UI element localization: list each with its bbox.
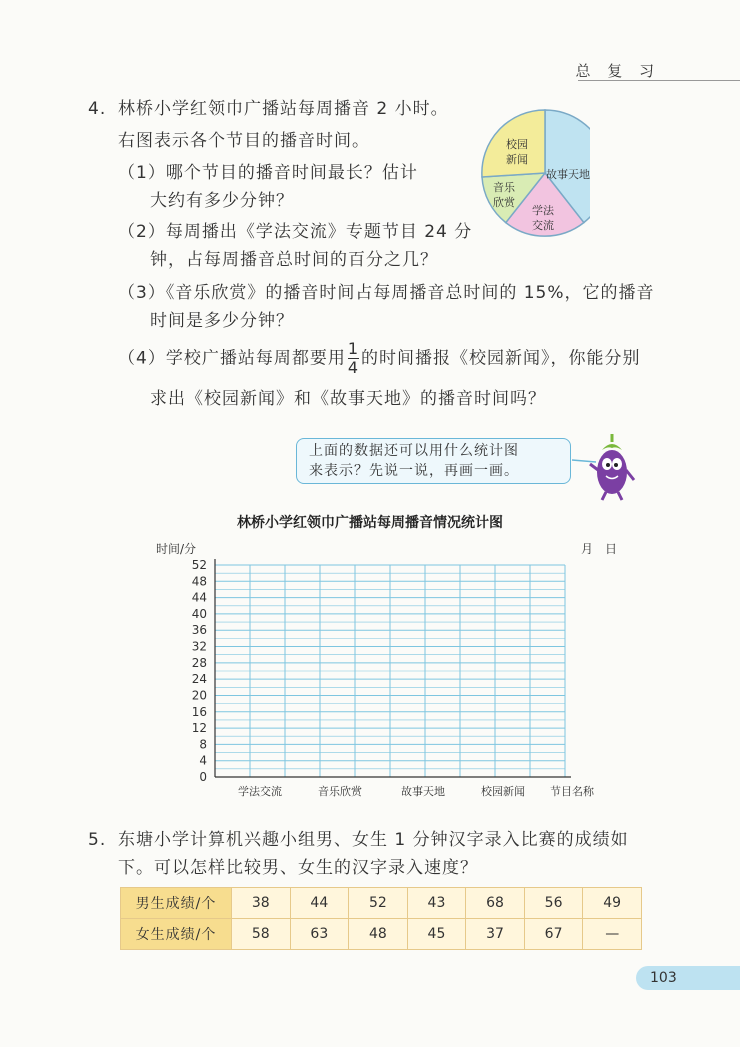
table-cell: 45	[407, 919, 466, 950]
table-cell: 44	[290, 888, 349, 919]
q4-part2-line1: （2）每周播出《学法交流》专题节目 24 分	[118, 222, 473, 242]
bar-chart-grid	[160, 555, 630, 805]
pie-label-study-1: 学法	[532, 204, 554, 217]
y-tick-label: 40	[191, 606, 207, 621]
fraction	[348, 340, 359, 377]
speech-bubble	[296, 438, 571, 484]
header-divider	[578, 80, 740, 81]
y-tick-label: 48	[191, 574, 207, 589]
table-row-girls	[121, 919, 642, 950]
table-cell: 38	[232, 888, 291, 919]
x-category-label: 故事天地	[401, 785, 445, 798]
q4-part4-post: 的时间播报《校园新闻》，你能分别	[361, 348, 641, 369]
q4-intro-line2: 右图表示各个节目的播音时间。	[118, 131, 370, 151]
table-row-boys	[121, 888, 642, 919]
row-header: 女生成绩/个	[121, 919, 232, 950]
bubble-line1: 上面的数据还可以用什么统计图	[309, 443, 519, 459]
pie-label-story: 故事天地	[546, 168, 590, 181]
q4-part4-line2: 求出《校园新闻》和《故事天地》的播音时间吗？	[150, 389, 546, 409]
table-cell: 56	[524, 888, 583, 919]
section-title: 总 复 习	[575, 62, 660, 80]
q4-part2-line2: 钟，占每周播音总时间的百分之几？	[150, 250, 438, 270]
chart-y-axis-label: 时间/分	[156, 542, 197, 556]
x-category-label: 学法交流	[238, 785, 282, 798]
q4-intro-line1: 林桥小学红领巾广播站每周播音 2 小时。	[118, 99, 449, 119]
y-tick-label: 32	[191, 639, 207, 654]
y-tick-label: 16	[191, 704, 207, 719]
chart-x-axis-label: 节目名称	[550, 785, 594, 798]
chart-date-label: 月 日	[581, 542, 618, 556]
y-tick-label: 52	[191, 558, 207, 572]
q4-part4-pre: （4）学校广播站每周都要用	[118, 348, 346, 369]
table-cell: 52	[349, 888, 408, 919]
table-cell: —	[583, 919, 642, 950]
y-tick-label: 0	[199, 770, 207, 784]
pie-label-music-2: 欣赏	[493, 196, 515, 209]
y-tick-label: 28	[191, 655, 207, 670]
x-category-label: 校园新闻	[481, 785, 525, 798]
x-category-label: 音乐欣赏	[318, 785, 362, 798]
q5-line2: 下。可以怎样比较男、女生的汉字录入速度？	[118, 858, 478, 878]
q5-number: 5.	[88, 830, 107, 850]
y-tick-label: 20	[191, 688, 207, 703]
eggplant-mascot-icon	[570, 430, 650, 502]
pie-chart	[476, 104, 590, 250]
fraction-denominator: 4	[347, 358, 360, 377]
table-cell: 63	[290, 919, 349, 950]
table-cell: 68	[466, 888, 525, 919]
y-tick-label: 24	[191, 672, 207, 687]
table-cell: 67	[524, 919, 583, 950]
q4-part3-line1: （3）《音乐欣赏》的播音时间占每周播音总时间的 15%，它的播音	[118, 283, 655, 303]
table-cell: 58	[232, 919, 291, 950]
pie-label-music-1: 音乐	[493, 181, 515, 194]
bubble-line2: 来表示？先说一说，再画一画。	[309, 463, 519, 479]
pie-label-news-1: 校园	[506, 138, 528, 151]
pie-label-study-2: 交流	[532, 219, 554, 232]
q4-number: 4.	[88, 99, 107, 119]
y-tick-label: 44	[191, 590, 207, 605]
row-header: 男生成绩/个	[121, 888, 232, 919]
table-cell: 43	[407, 888, 466, 919]
table-cell: 48	[349, 919, 408, 950]
q5-line1: 东塘小学计算机兴趣小组男、女生 1 分钟汉字录入比赛的成绩如	[118, 830, 629, 850]
fraction-numerator: 1	[347, 339, 360, 358]
q4-part4-line1	[118, 340, 641, 377]
page-number: 103	[636, 966, 740, 990]
q4-part1-line2: 大约有多少分钟？	[150, 191, 294, 211]
y-tick-label: 12	[191, 721, 207, 736]
y-tick-label: 4	[199, 753, 207, 768]
pie-label-news-2: 新闻	[506, 153, 528, 166]
table-cell: 37	[466, 919, 525, 950]
chart-title: 林桥小学红领巾广播站每周播音情况统计图	[237, 515, 503, 531]
y-tick-label: 8	[199, 737, 207, 752]
q4-part1-line1: （1）哪个节目的播音时间最长？估计	[118, 163, 418, 183]
table-cell: 49	[583, 888, 642, 919]
y-tick-label: 36	[191, 623, 207, 638]
q4-part3-line2: 时间是多少分钟？	[150, 311, 294, 331]
score-table	[120, 887, 642, 950]
